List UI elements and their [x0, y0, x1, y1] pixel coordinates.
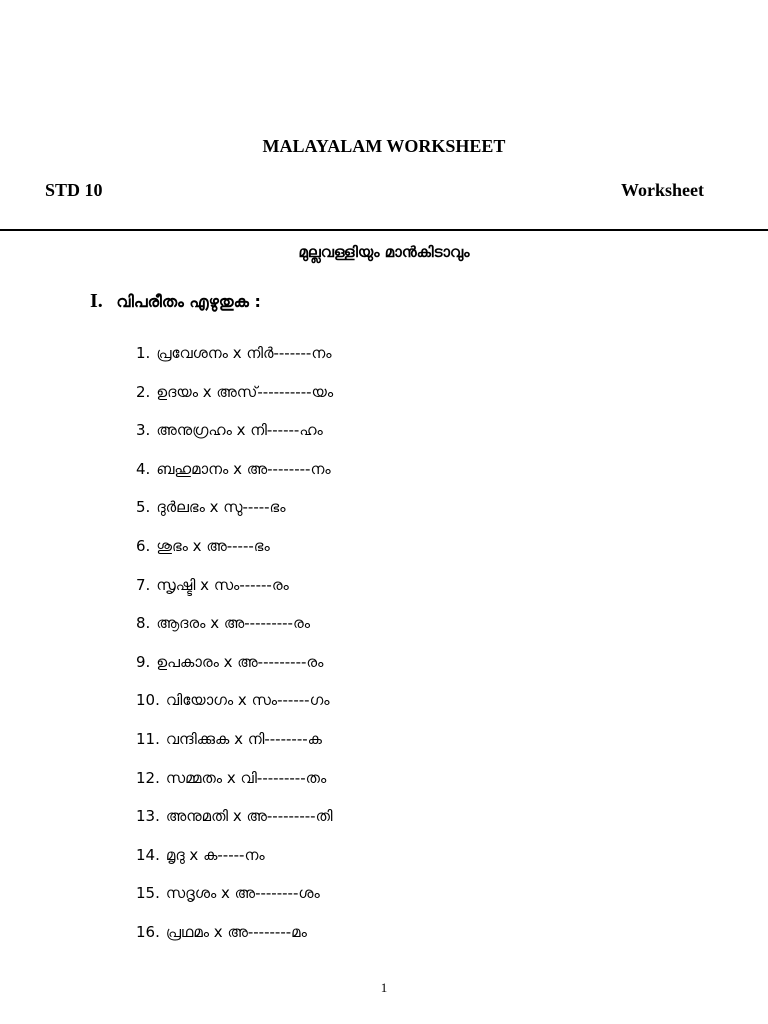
item-number: 4.	[136, 459, 151, 478]
item-number: 3.	[136, 421, 151, 440]
list-item	[136, 573, 333, 612]
lesson-title: മുല്ലവള്ളിയും മാൻകിടാവും	[298, 243, 470, 261]
page-number: 1	[380, 980, 388, 995]
list-item	[136, 881, 333, 920]
item-text: പ്രവേശനം x നിർ-------നം	[156, 344, 332, 362]
list-item	[136, 727, 333, 766]
section-number: I.	[90, 290, 103, 312]
list-item	[136, 534, 333, 573]
list-item	[136, 611, 333, 650]
page-title: MALAYALAM WORKSHEET	[262, 136, 506, 156]
list-item	[136, 380, 333, 419]
item-number: 12.	[136, 768, 160, 787]
item-text: പ്രഥമം x അ--------മം	[165, 922, 307, 941]
item-text: വിയോഗം x സം------ഗം	[165, 691, 330, 710]
item-number: 6.	[136, 536, 151, 555]
item-text: വന്ദിക്കുക x നി--------ക	[165, 729, 322, 748]
item-number: 1.	[136, 344, 151, 362]
item-number: 9.	[136, 652, 151, 671]
list-item	[136, 418, 333, 457]
header-divider	[0, 229, 768, 231]
list-item	[136, 457, 333, 496]
item-number: 15.	[136, 884, 160, 903]
item-text: ഉദയം x അസ്----------യം	[156, 382, 334, 401]
item-text: ശുഭം x അ-----ഭം	[156, 536, 270, 555]
list-item	[136, 920, 333, 959]
item-number: 13.	[136, 807, 160, 826]
item-text: സൃഷ്ടി x സം------രം	[156, 575, 289, 594]
section-heading	[90, 290, 261, 313]
list-item	[136, 843, 333, 882]
list-item	[136, 766, 333, 805]
list-item	[136, 495, 333, 534]
item-text: സദൃശം x അ--------ശം	[165, 884, 320, 903]
item-text: സമ്മതം x വി---------തം	[165, 768, 327, 787]
std-label: STD 10	[45, 180, 103, 200]
item-number: 11.	[136, 729, 160, 748]
item-number: 5.	[136, 498, 151, 517]
list-item	[136, 804, 333, 843]
item-text: ഉപകാരം x അ---------രം	[156, 652, 324, 671]
item-number: 16.	[136, 922, 160, 941]
section-instruction: വിപരീതം എഴുതുക :	[116, 292, 261, 311]
item-number: 10.	[136, 691, 160, 710]
item-number: 2.	[136, 382, 151, 401]
exercise-list	[136, 341, 333, 959]
item-text: ആദരം x അ---------രം	[156, 614, 310, 633]
item-number: 8.	[136, 614, 151, 633]
item-text: ബഹുമാനം x അ--------നം	[156, 459, 331, 478]
list-item	[136, 341, 333, 380]
item-number: 14.	[136, 845, 160, 864]
item-text: അനുഗ്രഹം x നി------ഹം	[156, 421, 323, 440]
item-text: ദുർലഭം x സു-----ഭം	[156, 498, 286, 517]
list-item	[136, 650, 333, 689]
item-number: 7.	[136, 575, 151, 594]
list-item	[136, 688, 333, 727]
worksheet-label: Worksheet	[621, 180, 704, 200]
item-text: അനുമതി x അ---------തി	[165, 807, 333, 826]
item-text: മൃദു x ക-----നം	[165, 845, 265, 864]
